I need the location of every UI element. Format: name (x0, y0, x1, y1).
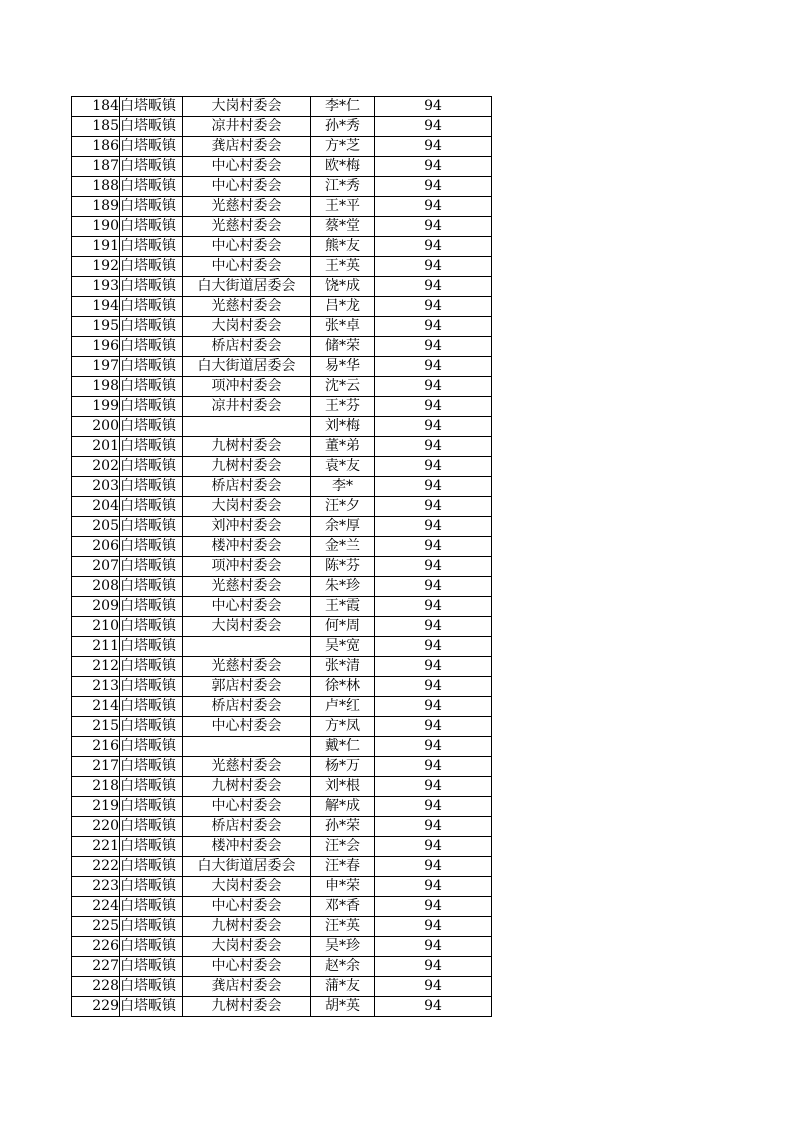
village-cell: 刘冲村委会 (183, 517, 311, 537)
table-row (72, 457, 492, 477)
row-number-cell: 204 (72, 497, 120, 517)
score-cell: 94 (375, 697, 492, 717)
name-cell: 吴*宽 (311, 637, 375, 657)
table-row (72, 697, 492, 717)
name-cell: 汪*英 (311, 917, 375, 937)
row-number-cell: 200 (72, 417, 120, 437)
score-cell: 94 (375, 577, 492, 597)
table-row (72, 717, 492, 737)
row-number-cell: 191 (72, 237, 120, 257)
table-row (72, 637, 492, 657)
table-row (72, 977, 492, 997)
row-number-cell: 187 (72, 157, 120, 177)
row-number-cell: 219 (72, 797, 120, 817)
score-cell: 94 (375, 417, 492, 437)
town-cell: 白塔畈镇 (120, 237, 183, 257)
village-cell: 白大街道居委会 (183, 277, 311, 297)
village-cell: 白大街道居委会 (183, 857, 311, 877)
name-cell: 解*成 (311, 797, 375, 817)
row-number-cell: 189 (72, 197, 120, 217)
row-number-cell: 190 (72, 217, 120, 237)
village-cell: 大岗村委会 (183, 617, 311, 637)
name-cell: 王*平 (311, 197, 375, 217)
table-row (72, 377, 492, 397)
row-number-cell: 209 (72, 597, 120, 617)
table-row (72, 937, 492, 957)
table-body (72, 97, 492, 1017)
data-table (71, 96, 492, 1017)
score-cell: 94 (375, 717, 492, 737)
row-number-cell: 215 (72, 717, 120, 737)
row-number-cell: 217 (72, 757, 120, 777)
town-cell: 白塔畈镇 (120, 797, 183, 817)
village-cell: 项冲村委会 (183, 557, 311, 577)
name-cell: 孙*秀 (311, 117, 375, 137)
table-row (72, 297, 492, 317)
score-cell: 94 (375, 637, 492, 657)
town-cell: 白塔畈镇 (120, 717, 183, 737)
name-cell: 张*清 (311, 657, 375, 677)
name-cell: 刘*梅 (311, 417, 375, 437)
score-cell: 94 (375, 257, 492, 277)
table-row (72, 757, 492, 777)
row-number-cell: 220 (72, 817, 120, 837)
town-cell: 白塔畈镇 (120, 497, 183, 517)
table-row (72, 237, 492, 257)
name-cell: 蒲*友 (311, 977, 375, 997)
name-cell: 王*英 (311, 257, 375, 277)
score-cell: 94 (375, 997, 492, 1017)
town-cell: 白塔畈镇 (120, 357, 183, 377)
village-cell: 中心村委会 (183, 177, 311, 197)
table-row (72, 397, 492, 417)
row-number-cell: 218 (72, 777, 120, 797)
table-row (72, 837, 492, 857)
row-number-cell: 224 (72, 897, 120, 917)
score-cell: 94 (375, 317, 492, 337)
row-number-cell: 216 (72, 737, 120, 757)
town-cell: 白塔畈镇 (120, 437, 183, 457)
table-row (72, 877, 492, 897)
table-row (72, 437, 492, 457)
name-cell: 徐*林 (311, 677, 375, 697)
town-cell: 白塔畈镇 (120, 697, 183, 717)
village-cell: 光慈村委会 (183, 297, 311, 317)
table-row (72, 797, 492, 817)
village-cell: 大岗村委会 (183, 497, 311, 517)
name-cell: 李* (311, 477, 375, 497)
score-cell: 94 (375, 917, 492, 937)
table-row (72, 317, 492, 337)
table-row (72, 777, 492, 797)
village-cell: 中心村委会 (183, 597, 311, 617)
row-number-cell: 185 (72, 117, 120, 137)
town-cell: 白塔畈镇 (120, 377, 183, 397)
village-cell: 大岗村委会 (183, 97, 311, 117)
name-cell: 吴*珍 (311, 937, 375, 957)
village-cell: 九树村委会 (183, 997, 311, 1017)
name-cell: 刘*根 (311, 777, 375, 797)
table-row (72, 277, 492, 297)
name-cell: 汪*春 (311, 857, 375, 877)
row-number-cell: 186 (72, 137, 120, 157)
score-cell: 94 (375, 117, 492, 137)
town-cell: 白塔畈镇 (120, 657, 183, 677)
row-number-cell: 227 (72, 957, 120, 977)
name-cell: 卢*红 (311, 697, 375, 717)
town-cell: 白塔畈镇 (120, 457, 183, 477)
row-number-cell: 213 (72, 677, 120, 697)
table-row (72, 817, 492, 837)
score-cell: 94 (375, 497, 492, 517)
table-row (72, 417, 492, 437)
row-number-cell: 206 (72, 537, 120, 557)
table-row (72, 337, 492, 357)
village-cell: 中心村委会 (183, 237, 311, 257)
town-cell: 白塔畈镇 (120, 177, 183, 197)
row-number-cell: 225 (72, 917, 120, 937)
table-row (72, 137, 492, 157)
town-cell: 白塔畈镇 (120, 777, 183, 797)
town-cell: 白塔畈镇 (120, 677, 183, 697)
town-cell: 白塔畈镇 (120, 877, 183, 897)
village-cell: 龚店村委会 (183, 137, 311, 157)
row-number-cell: 228 (72, 977, 120, 997)
score-cell: 94 (375, 597, 492, 617)
row-number-cell: 208 (72, 577, 120, 597)
table-row (72, 257, 492, 277)
row-number-cell: 201 (72, 437, 120, 457)
name-cell: 王*霞 (311, 597, 375, 617)
score-cell: 94 (375, 517, 492, 537)
table-row (72, 617, 492, 637)
table-row (72, 917, 492, 937)
village-cell: 楼冲村委会 (183, 537, 311, 557)
town-cell: 白塔畈镇 (120, 557, 183, 577)
name-cell: 陈*芬 (311, 557, 375, 577)
village-cell (183, 417, 311, 437)
village-cell: 中心村委会 (183, 897, 311, 917)
village-cell: 龚店村委会 (183, 977, 311, 997)
score-cell: 94 (375, 737, 492, 757)
town-cell: 白塔畈镇 (120, 917, 183, 937)
town-cell: 白塔畈镇 (120, 277, 183, 297)
town-cell: 白塔畈镇 (120, 817, 183, 837)
table-row (72, 857, 492, 877)
table-row (72, 677, 492, 697)
name-cell: 孙*荣 (311, 817, 375, 837)
town-cell: 白塔畈镇 (120, 517, 183, 537)
town-cell: 白塔畈镇 (120, 937, 183, 957)
table-row (72, 517, 492, 537)
table-row (72, 997, 492, 1017)
score-cell: 94 (375, 557, 492, 577)
village-cell: 桥店村委会 (183, 817, 311, 837)
name-cell: 江*秀 (311, 177, 375, 197)
town-cell: 白塔畈镇 (120, 137, 183, 157)
score-cell: 94 (375, 477, 492, 497)
town-cell: 白塔畈镇 (120, 537, 183, 557)
name-cell: 王*芬 (311, 397, 375, 417)
village-cell: 中心村委会 (183, 717, 311, 737)
score-cell: 94 (375, 977, 492, 997)
town-cell: 白塔畈镇 (120, 297, 183, 317)
name-cell: 何*周 (311, 617, 375, 637)
town-cell: 白塔畈镇 (120, 617, 183, 637)
name-cell: 汪*夕 (311, 497, 375, 517)
village-cell: 大岗村委会 (183, 937, 311, 957)
name-cell: 袁*友 (311, 457, 375, 477)
score-cell: 94 (375, 377, 492, 397)
name-cell: 金*兰 (311, 537, 375, 557)
table-row (72, 357, 492, 377)
score-cell: 94 (375, 817, 492, 837)
name-cell: 方*凤 (311, 717, 375, 737)
name-cell: 欧*梅 (311, 157, 375, 177)
table-row (72, 117, 492, 137)
village-cell: 大岗村委会 (183, 317, 311, 337)
table-row (72, 497, 492, 517)
village-cell: 中心村委会 (183, 797, 311, 817)
town-cell: 白塔畈镇 (120, 157, 183, 177)
table-row (72, 577, 492, 597)
table-row (72, 737, 492, 757)
row-number-cell: 202 (72, 457, 120, 477)
town-cell: 白塔畈镇 (120, 337, 183, 357)
table-row (72, 557, 492, 577)
village-cell: 九树村委会 (183, 777, 311, 797)
town-cell: 白塔畈镇 (120, 597, 183, 617)
score-cell: 94 (375, 897, 492, 917)
score-cell: 94 (375, 777, 492, 797)
name-cell: 汪*会 (311, 837, 375, 857)
town-cell: 白塔畈镇 (120, 997, 183, 1017)
town-cell: 白塔畈镇 (120, 977, 183, 997)
name-cell: 董*弟 (311, 437, 375, 457)
name-cell: 胡*英 (311, 997, 375, 1017)
village-cell: 光慈村委会 (183, 577, 311, 597)
score-cell: 94 (375, 757, 492, 777)
row-number-cell: 222 (72, 857, 120, 877)
score-cell: 94 (375, 457, 492, 477)
name-cell: 戴*仁 (311, 737, 375, 757)
score-cell: 94 (375, 297, 492, 317)
score-cell: 94 (375, 797, 492, 817)
score-cell: 94 (375, 857, 492, 877)
row-number-cell: 197 (72, 357, 120, 377)
village-cell: 九树村委会 (183, 457, 311, 477)
name-cell: 邓*香 (311, 897, 375, 917)
name-cell: 方*芝 (311, 137, 375, 157)
village-cell: 凉井村委会 (183, 397, 311, 417)
name-cell: 朱*珍 (311, 577, 375, 597)
row-number-cell: 194 (72, 297, 120, 317)
table-row (72, 657, 492, 677)
town-cell: 白塔畈镇 (120, 417, 183, 437)
table-row (72, 197, 492, 217)
score-cell: 94 (375, 157, 492, 177)
name-cell: 饶*成 (311, 277, 375, 297)
row-number-cell: 192 (72, 257, 120, 277)
row-number-cell: 223 (72, 877, 120, 897)
score-cell: 94 (375, 677, 492, 697)
village-cell: 桥店村委会 (183, 477, 311, 497)
row-number-cell: 199 (72, 397, 120, 417)
score-cell: 94 (375, 197, 492, 217)
town-cell: 白塔畈镇 (120, 857, 183, 877)
score-cell: 94 (375, 277, 492, 297)
town-cell: 白塔畈镇 (120, 317, 183, 337)
row-number-cell: 226 (72, 937, 120, 957)
row-number-cell: 210 (72, 617, 120, 637)
name-cell: 赵*余 (311, 957, 375, 977)
table-row (72, 597, 492, 617)
town-cell: 白塔畈镇 (120, 957, 183, 977)
row-number-cell: 221 (72, 837, 120, 857)
score-cell: 94 (375, 937, 492, 957)
score-cell: 94 (375, 237, 492, 257)
score-cell: 94 (375, 397, 492, 417)
table-row (72, 957, 492, 977)
table-row (72, 897, 492, 917)
score-cell: 94 (375, 617, 492, 637)
score-cell: 94 (375, 337, 492, 357)
town-cell: 白塔畈镇 (120, 477, 183, 497)
name-cell: 熊*友 (311, 237, 375, 257)
village-cell: 中心村委会 (183, 257, 311, 277)
table-row (72, 537, 492, 557)
village-cell: 白大街道居委会 (183, 357, 311, 377)
village-cell: 桥店村委会 (183, 697, 311, 717)
village-cell: 项冲村委会 (183, 377, 311, 397)
table-row (72, 97, 492, 117)
row-number-cell: 198 (72, 377, 120, 397)
score-cell: 94 (375, 357, 492, 377)
town-cell: 白塔畈镇 (120, 397, 183, 417)
town-cell: 白塔畈镇 (120, 757, 183, 777)
score-cell: 94 (375, 437, 492, 457)
table-row (72, 477, 492, 497)
town-cell: 白塔畈镇 (120, 197, 183, 217)
town-cell: 白塔畈镇 (120, 217, 183, 237)
village-cell: 楼冲村委会 (183, 837, 311, 857)
name-cell: 李*仁 (311, 97, 375, 117)
score-cell: 94 (375, 957, 492, 977)
table-row (72, 157, 492, 177)
row-number-cell: 205 (72, 517, 120, 537)
row-number-cell: 203 (72, 477, 120, 497)
town-cell: 白塔畈镇 (120, 637, 183, 657)
row-number-cell: 212 (72, 657, 120, 677)
row-number-cell: 193 (72, 277, 120, 297)
row-number-cell: 184 (72, 97, 120, 117)
town-cell: 白塔畈镇 (120, 117, 183, 137)
village-cell: 桥店村委会 (183, 337, 311, 357)
village-cell: 光慈村委会 (183, 757, 311, 777)
town-cell: 白塔畈镇 (120, 837, 183, 857)
name-cell: 蔡*堂 (311, 217, 375, 237)
row-number-cell: 211 (72, 637, 120, 657)
village-cell: 中心村委会 (183, 957, 311, 977)
town-cell: 白塔畈镇 (120, 577, 183, 597)
score-cell: 94 (375, 537, 492, 557)
name-cell: 余*厚 (311, 517, 375, 537)
score-cell: 94 (375, 877, 492, 897)
village-cell: 九树村委会 (183, 917, 311, 937)
name-cell: 杨*万 (311, 757, 375, 777)
row-number-cell: 188 (72, 177, 120, 197)
village-cell: 光慈村委会 (183, 657, 311, 677)
village-cell: 光慈村委会 (183, 217, 311, 237)
town-cell: 白塔畈镇 (120, 257, 183, 277)
row-number-cell: 229 (72, 997, 120, 1017)
village-cell (183, 637, 311, 657)
table-row (72, 177, 492, 197)
name-cell: 张*卓 (311, 317, 375, 337)
village-cell: 凉井村委会 (183, 117, 311, 137)
row-number-cell: 214 (72, 697, 120, 717)
score-cell: 94 (375, 657, 492, 677)
score-cell: 94 (375, 137, 492, 157)
town-cell: 白塔畈镇 (120, 97, 183, 117)
row-number-cell: 195 (72, 317, 120, 337)
village-cell (183, 737, 311, 757)
table-row (72, 217, 492, 237)
name-cell: 储*荣 (311, 337, 375, 357)
name-cell: 易*华 (311, 357, 375, 377)
row-number-cell: 207 (72, 557, 120, 577)
score-cell: 94 (375, 837, 492, 857)
village-cell: 九树村委会 (183, 437, 311, 457)
village-cell: 郭店村委会 (183, 677, 311, 697)
score-cell: 94 (375, 97, 492, 117)
village-cell: 大岗村委会 (183, 877, 311, 897)
score-cell: 94 (375, 177, 492, 197)
name-cell: 吕*龙 (311, 297, 375, 317)
town-cell: 白塔畈镇 (120, 737, 183, 757)
name-cell: 沈*云 (311, 377, 375, 397)
score-cell: 94 (375, 217, 492, 237)
village-cell: 中心村委会 (183, 157, 311, 177)
row-number-cell: 196 (72, 337, 120, 357)
town-cell: 白塔畈镇 (120, 897, 183, 917)
name-cell: 申*荣 (311, 877, 375, 897)
village-cell: 光慈村委会 (183, 197, 311, 217)
